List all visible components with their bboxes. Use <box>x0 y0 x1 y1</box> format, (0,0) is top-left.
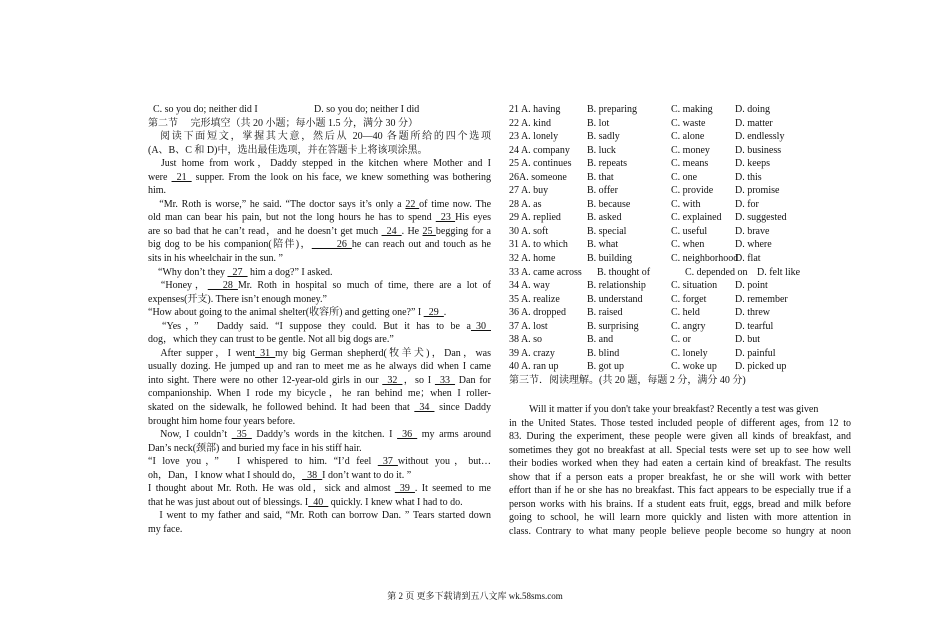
reading-line: going to school, he will learn more quickly and listen with more attention in <box>509 512 851 524</box>
option-choice: B. repeats <box>587 158 627 170</box>
passage-text: “Yes，” Daddy said. “I suppose they could. But it has to be a <box>148 320 471 332</box>
option-choice: B. that <box>587 171 614 183</box>
passage-line <box>148 469 491 483</box>
blank: _35_ <box>231 429 252 441</box>
blank: _40_ <box>308 496 329 508</box>
passage-text: him a dog?” I asked. <box>247 266 333 278</box>
option-choice: D. brave <box>735 225 770 237</box>
blank: _38_ <box>302 469 323 481</box>
passage-text: supper. From the look on his face, we knew something was bothering <box>191 171 491 183</box>
reading-line: in the United States. Those tested included people of different ages, from 12 to <box>509 417 851 429</box>
option-choice: C. held <box>671 307 700 319</box>
option-choice: 31 A. to which <box>509 239 568 251</box>
option-row <box>509 117 851 131</box>
passage-line <box>148 211 491 225</box>
option-choice: B. relationship <box>587 280 646 292</box>
option-choice: C. making <box>671 104 713 115</box>
passage-line <box>148 306 491 320</box>
option-row <box>509 157 851 171</box>
passage-text: Mr. Roth in hospital so much of time, there are a lot of <box>237 280 491 292</box>
option-choice: 22 A. kind <box>509 117 551 129</box>
passage-text: companionship. When I rode my bicycle，he ran behind me；when I roller- <box>148 388 491 400</box>
option-choice: D. point <box>735 280 768 292</box>
blank: _24_ <box>381 225 402 237</box>
blank: _21_ <box>171 171 192 183</box>
option-choice: D. but <box>735 334 760 346</box>
option-choice: C. provide <box>671 185 714 197</box>
passage-text: “Honey， <box>148 280 208 292</box>
option-row <box>509 347 851 361</box>
blank: _34_ <box>414 402 435 414</box>
passage-text: “How about going to the animal shelter(收容所) and getting one?” I <box>148 307 424 319</box>
option-choice: C. useful <box>671 225 708 237</box>
option-choice: C. neighborhood <box>671 253 739 265</box>
option-choice: C. explained <box>671 212 722 224</box>
passage-text: my arms around <box>417 429 491 441</box>
passage-text: my big German shepherd(牧羊犬)，Dan，was <box>275 347 491 359</box>
reading-line: show that if a person eats a proper breakfast, he or she will work with better <box>509 471 851 483</box>
passage-text: I went to my father and said, “Mr. Roth can borrow Dan. ” Tears started down <box>148 510 491 522</box>
option-choice: B. building <box>587 253 633 265</box>
section3-title: 第三节．阅读理解。(共 20 题，每题 2 分，满分 40 分) <box>509 374 746 386</box>
option-row <box>509 279 851 293</box>
passage-text: I thought about Mr. Roth. He was old，sick and almost <box>148 483 395 495</box>
passage-line <box>148 320 491 334</box>
passage-line <box>148 171 491 185</box>
reading-line: effort than if he or she has no breakfast. This fact appears to be especially true if a <box>509 485 851 497</box>
option-row <box>509 333 851 347</box>
instruction-line: 阅读下面短文，掌握其大意，然后从 20—40 各题所给的四个选项 <box>160 131 491 143</box>
blank: _____26_ <box>311 239 352 251</box>
reading-line: class. Contrary to what many people believe people become so hungry at noon <box>509 525 851 537</box>
option-choice: C. situation <box>671 280 718 292</box>
option-choice: D. picked up <box>735 361 787 373</box>
option-choice: D. matter <box>735 117 773 129</box>
passage-text: big dog to be his companion(陪伴)， <box>148 239 312 251</box>
passage-text: “I love you，” I whispered to him. “I’d feel <box>148 456 378 468</box>
option-choice: D. business <box>735 144 782 156</box>
option-choice: D. endlessly <box>735 131 785 143</box>
instruction-line: (A、B、C 和 D)中，选出最佳选项，并在答题卡上将该项涂黑。 <box>148 144 428 156</box>
passage-text: sits in his wheelchair in the sun. ” <box>148 253 283 265</box>
passage-line <box>148 496 491 510</box>
blank: ___28_ <box>207 280 238 292</box>
option-row <box>509 184 851 198</box>
option-choice: C. angry <box>671 320 706 332</box>
option-choice: C. forget <box>671 293 707 305</box>
option-choice: B. surprising <box>587 320 639 332</box>
option-choice: B. special <box>587 225 627 237</box>
passage-text: are so bad that he can’t read，and he doesn’t get much <box>148 225 382 237</box>
passage-text: . He <box>401 225 423 237</box>
option-choice: C. with <box>671 198 701 210</box>
passage-text: he can reach out and touch as he <box>351 239 491 251</box>
passage-line <box>148 455 491 469</box>
blank: _23 <box>435 212 456 224</box>
option-choice: 38 A. so <box>509 334 543 346</box>
passage-text: Dan’s neck(颈部) and buried my face in his stiff hair. <box>148 442 362 454</box>
passage-line <box>148 374 491 388</box>
left-column <box>148 103 491 537</box>
passage-text: into sight. There were no other 12-year-old girls in our <box>148 374 383 386</box>
blank: _32_ <box>382 374 403 386</box>
passage-text: “Why don’t they <box>148 266 228 278</box>
option-choice: 32 A. home <box>509 253 556 265</box>
passage-line <box>148 252 491 266</box>
option-choice: B. got up <box>587 361 624 373</box>
option-choice: 29 A. replied <box>509 212 561 224</box>
passage-text: begging for a <box>435 225 491 237</box>
option-choice: 26A. someone <box>509 171 567 183</box>
passage-text: brought him home four years before. <box>148 415 296 427</box>
passage-line <box>148 157 491 171</box>
reading-line: sometimes they got no breakfast at all. Special tests were set up to see how well <box>509 444 851 456</box>
option-choice: C. one <box>671 171 698 183</box>
passage-text: were <box>148 171 172 183</box>
option-choice: 24 A. company <box>509 144 570 156</box>
option-row <box>509 252 851 266</box>
option-choice: D. remember <box>735 293 788 305</box>
option-row <box>509 130 851 144</box>
passage-line <box>148 184 491 198</box>
blank: _27_ <box>227 266 248 278</box>
option-choice: D. where <box>735 239 772 251</box>
passage-text: since Daddy <box>434 402 491 414</box>
option-choice: 21 A. having <box>509 104 561 115</box>
option-choice: B. understand <box>587 293 643 305</box>
passage-line <box>148 198 491 212</box>
passage-line <box>148 266 491 280</box>
option-choice: C. depended on <box>685 266 748 278</box>
option-choice: C. or <box>671 334 691 346</box>
passage-text: oh，Dan，I know what I should do， <box>148 469 303 481</box>
option-choice: D. suggested <box>735 212 787 224</box>
answer-options <box>509 103 851 374</box>
option-choice: C. waste <box>671 117 706 129</box>
option-row <box>509 211 851 225</box>
option-row <box>509 306 851 320</box>
passage-line <box>148 415 491 429</box>
passage-text: . <box>443 307 447 319</box>
reading-line: their bodies worked when they had eaten a certain kind of breakfast. The results <box>509 458 851 470</box>
blank: 25 <box>422 225 436 237</box>
option-row <box>509 225 851 239</box>
passage-line <box>148 238 491 252</box>
passage-line <box>148 401 491 415</box>
option-choice: 27 A. buy <box>509 185 549 197</box>
option-choice: B. blind <box>587 347 620 359</box>
passage-text: my face. <box>148 523 183 535</box>
passage-text: Now, I couldn’t <box>148 429 232 441</box>
option-choice: B. because <box>587 198 631 210</box>
option-choice: B. lot <box>587 117 610 129</box>
option-row <box>509 171 851 185</box>
option-row <box>509 360 851 374</box>
passage-line <box>148 279 491 293</box>
option-choice: 39 A. crazy <box>509 347 555 359</box>
passage-text: expenses(开支). There isn’t enough money.” <box>148 293 327 305</box>
option-choice: D. tearful <box>735 320 774 332</box>
option-choice: B. luck <box>587 144 616 156</box>
passage-text: skated on the sidewalk, he followed behind. It had been that <box>148 402 415 414</box>
passage-text: him. <box>148 185 167 197</box>
blank: _31_ <box>255 347 276 359</box>
passage-text: old man can bear his pain, but not the long hours he has to spend <box>148 212 436 224</box>
passage-line <box>148 387 491 401</box>
top-options <box>148 103 491 117</box>
passage-text: without you，but… <box>397 456 491 468</box>
passage-text: ，so I <box>402 374 435 386</box>
passage-text: Just home from work，Daddy stepped in the kitchen where Mother and I <box>148 158 491 170</box>
passage-line <box>148 509 491 523</box>
option-choice: D. felt like <box>757 266 801 278</box>
option-d: D. so you do; neither I did <box>314 104 420 115</box>
option-choice: C. when <box>671 239 705 251</box>
option-choice: D. threw <box>735 307 770 319</box>
option-choice: 25 A. continues <box>509 158 572 170</box>
passage-text: “Mr. Roth is worse,” he said. “The doctor says it’s only a <box>148 198 406 210</box>
cloze-passage <box>148 157 491 536</box>
passage-text: dog，which they can trust to be gentle. Not all big dogs are.” <box>148 334 394 346</box>
option-choice: D. doing <box>735 104 770 115</box>
option-row <box>509 144 851 158</box>
passage-text: I don’t want to do it. ” <box>322 469 412 481</box>
reading-line: 83. During the experiment, these people were given all kinds of breakfast, and <box>509 431 851 443</box>
section2-title: 第二节 完形填空（共 20 小题；每小题 1.5 分，满分 30 分） <box>148 117 418 129</box>
blank: _30_ <box>471 320 491 332</box>
option-choice: B. raised <box>587 307 623 319</box>
option-choice: 23 A. lonely <box>509 131 559 143</box>
option-choice: 34 A. way <box>509 280 550 292</box>
blank: _37_ <box>377 456 398 468</box>
option-c: C. so you do; neither did I <box>153 104 258 115</box>
reading-line: person works with his brains. If a student eats fruit, eggs, bread and milk before <box>509 498 851 510</box>
option-choice: 28 A. as <box>509 198 542 210</box>
blank: _33_ <box>434 374 455 386</box>
passage-line <box>148 225 491 239</box>
option-choice: C. woke up <box>671 361 717 373</box>
option-row <box>509 198 851 212</box>
option-row <box>509 266 851 280</box>
option-choice: D. flat <box>735 253 761 265</box>
blank: 22 <box>405 198 420 210</box>
option-choice: C. alone <box>671 131 705 143</box>
option-choice: 37 A. lost <box>509 320 548 332</box>
page-footer: 第 2 页 更多下载请到五八文库 wk.58sms.com <box>387 591 563 601</box>
passage-text: of time now. The <box>419 198 491 210</box>
blank: _29_ <box>423 307 444 319</box>
option-choice: D. painful <box>735 347 776 359</box>
option-choice: 30 A. soft <box>509 225 549 237</box>
option-choice: B. what <box>587 239 619 251</box>
option-choice: 40 A. ran up <box>509 361 559 373</box>
passage-line <box>148 523 491 537</box>
option-row <box>509 293 851 307</box>
option-choice: D. promise <box>735 185 780 197</box>
passage-text: quickly. I knew what I had to do. <box>328 496 463 508</box>
passage-line <box>148 293 491 307</box>
option-row <box>509 103 851 117</box>
option-choice: D. for <box>735 198 759 210</box>
option-choice: 35 A. realize <box>509 293 560 305</box>
option-row <box>509 320 851 334</box>
passage-text: that he was just about out of blessings. I <box>148 496 309 508</box>
passage-text: usually dozing. He jumped up and ran to meet me as he always did when I came <box>148 361 491 373</box>
reading-line: Will it matter if you don't take your breakfast? Recently a test was given <box>509 404 819 416</box>
option-choice: C. lonely <box>671 347 708 359</box>
option-choice: B. offer <box>587 185 618 197</box>
passage-line <box>148 482 491 496</box>
option-choice: D. keeps <box>735 158 770 170</box>
option-choice: C. means <box>671 158 709 170</box>
option-choice: C. money <box>671 144 710 156</box>
option-choice: 33 A. came across <box>509 266 582 278</box>
blank: _39_ <box>394 483 415 495</box>
passage-line <box>148 442 491 456</box>
passage-line <box>148 347 491 361</box>
option-choice: B. and <box>587 334 614 346</box>
passage-text: Dan for <box>454 374 491 386</box>
passage-line <box>148 360 491 374</box>
passage-text: After supper，I went <box>148 347 256 359</box>
option-choice: B. sadly <box>587 131 620 143</box>
passage-line <box>148 333 491 347</box>
reading-passage <box>509 403 851 538</box>
passage-text: His eyes <box>455 212 491 224</box>
option-choice: 36 A. dropped <box>509 307 566 319</box>
blank: _36_ <box>397 429 418 441</box>
option-row <box>509 238 851 252</box>
passage-text: . It seemed to me <box>414 483 491 495</box>
option-choice: B. asked <box>587 212 622 224</box>
option-choice: D. this <box>735 171 762 183</box>
passage-line <box>148 428 491 442</box>
option-choice: B. thought of <box>597 266 651 278</box>
passage-text: Daddy’s words in the kitchen. I <box>251 429 398 441</box>
option-choice: B. preparing <box>587 104 637 115</box>
right-column <box>509 103 851 539</box>
